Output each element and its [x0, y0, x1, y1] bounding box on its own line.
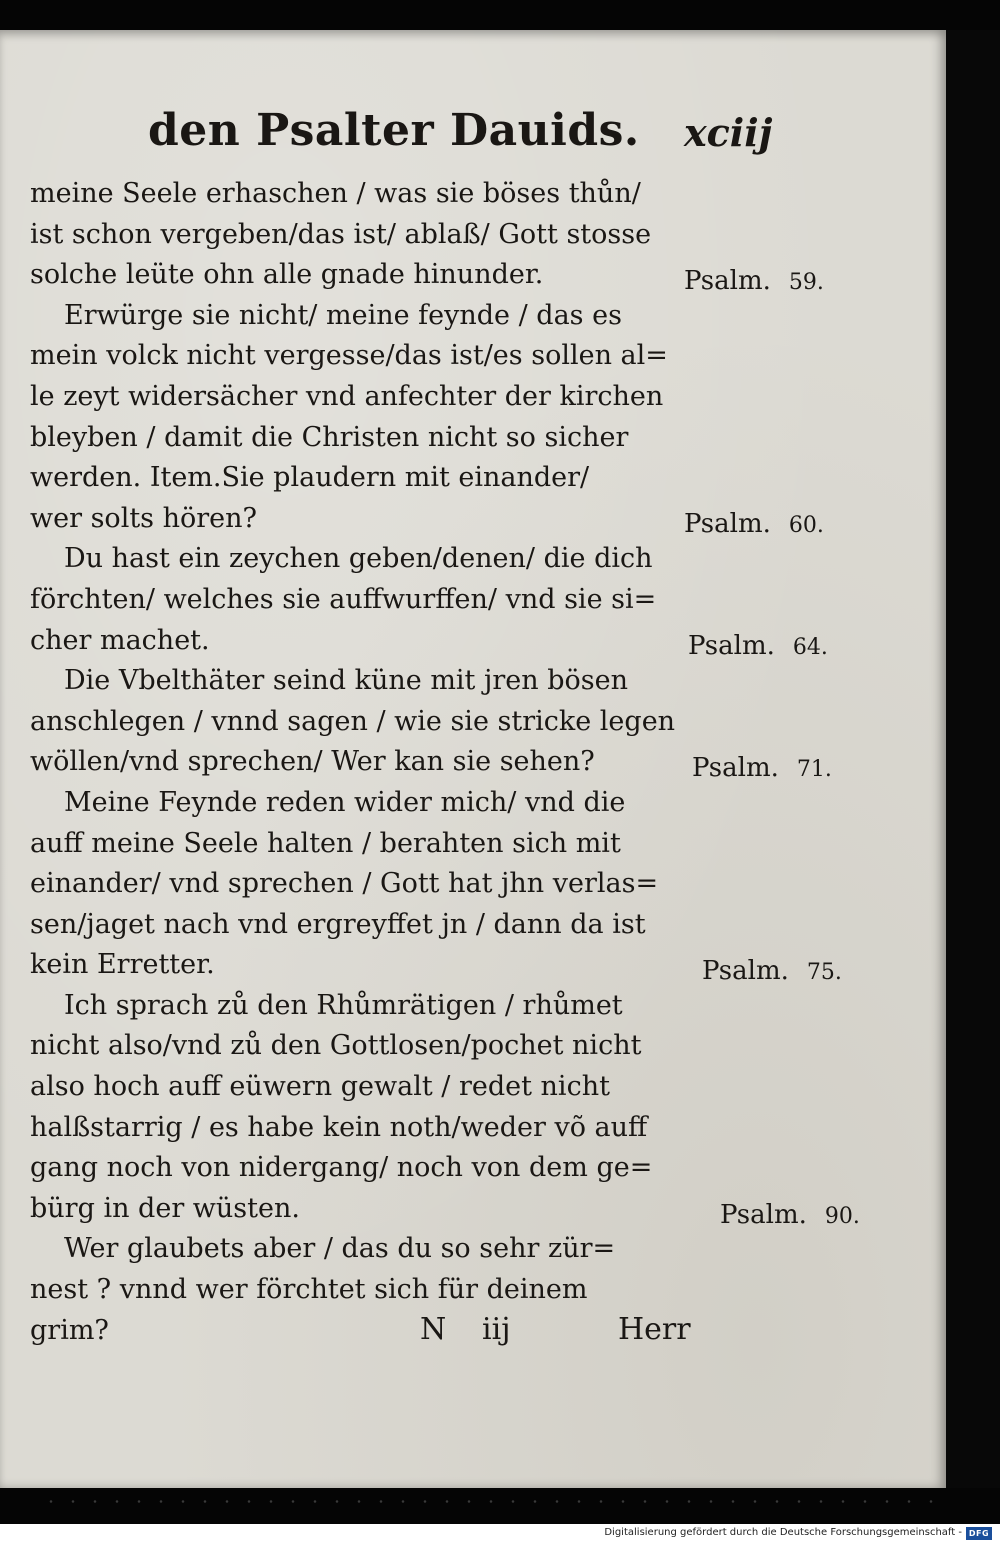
- margin-note-label: Psalm.: [692, 753, 779, 783]
- folio-number: xciij: [684, 110, 773, 155]
- margin-note-label: Psalm.: [684, 509, 771, 540]
- footer-bar: [0, 1524, 1000, 1543]
- margin-note-number: 60.: [788, 513, 824, 539]
- right-border: [946, 30, 1000, 1488]
- bottom-border: [0, 1488, 1000, 1524]
- text-line: förchten/ welches sie auffwurffen/ vnd sie si=: [30, 583, 657, 615]
- text-line: nest ? vnnd wer förchtet sich für deinem: [30, 1274, 588, 1306]
- text-line: nicht also/vnd zů den Gottlosen/pochet nicht: [30, 1030, 642, 1062]
- text-line: bürg in der wüsten.: [30, 1192, 300, 1224]
- text-line: werden. Item.Sie plaudern mit einander/: [30, 462, 590, 494]
- text-line: Erwürge sie nicht/ meine feynde / das es: [64, 299, 622, 331]
- text-line: bleyben / damit die Christen nicht so sicher: [30, 421, 629, 453]
- margin-note-number: 90.: [824, 1203, 860, 1229]
- text-line: Meine Feynde reden wider mich/ vnd die: [64, 786, 626, 818]
- dot-row: [40, 1500, 940, 1503]
- signature-mark: N: [420, 1312, 447, 1347]
- text-line: Ich sprach zů den Rhůmrätigen / rhůmet: [64, 989, 623, 1021]
- text-line: meine Seele erhaschen / was sie böses thůn/: [30, 178, 641, 209]
- running-head: den Psalter Dauids.: [148, 105, 640, 156]
- text-line: ist schon vergeben/das ist/ ablaß/ Gott stosse: [30, 218, 652, 250]
- dfg-logo-icon: DFG: [966, 1527, 992, 1540]
- margin-note-number: 64.: [792, 635, 828, 661]
- margin-note-psalm: [684, 266, 824, 296]
- text-line: Wer glaubets aber / das du so sehr zür=: [64, 1233, 616, 1265]
- text-line: mein volck nicht vergesse/das ist/es sollen al=: [30, 340, 668, 372]
- text-line: einander/ vnd sprechen / Gott hat jhn verlas=: [30, 868, 659, 900]
- margin-note-label: Psalm.: [702, 956, 789, 986]
- text-line: kein Erretter.: [30, 949, 215, 981]
- margin-note-number: 59.: [788, 269, 824, 295]
- text-line: anschlegen / vnnd sagen / wie sie stricke legen: [30, 705, 676, 737]
- book-page: [0, 30, 946, 1488]
- text-line: Die Vbelthäter seind küne mit jren bösen: [64, 665, 628, 697]
- signature-number: iij: [482, 1312, 511, 1347]
- text-line: wöllen/vnd sprechen/ Wer kan sie sehen?: [30, 746, 595, 778]
- margin-note-psalm: [684, 509, 824, 539]
- top-border: [0, 0, 1000, 30]
- text-line: solche leüte ohn alle gnade hinunder.: [30, 259, 544, 291]
- text-line: auff meine Seele halten / berahten sich mit: [30, 827, 621, 859]
- text-line: sen/jaget nach vnd ergreyffet jn / dann da ist: [30, 908, 646, 940]
- text-line: grim?: [30, 1314, 109, 1346]
- margin-note-label: Psalm.: [684, 265, 771, 296]
- text-line: wer solts hören?: [30, 502, 258, 534]
- text-line: gang noch von nidergang/ noch von dem ge=: [30, 1152, 653, 1184]
- margin-note-psalm: [702, 956, 842, 986]
- margin-note-number: 71.: [796, 757, 832, 782]
- text-line: le zeyt widersächer vnd anfechter der kirchen: [30, 380, 664, 412]
- text-line: also hoch auff eüwern gewalt / redet nicht: [30, 1071, 610, 1103]
- catchword: Herr: [618, 1312, 691, 1347]
- margin-notes: [684, 30, 904, 1430]
- margin-note-psalm: [692, 753, 832, 783]
- text-line: Du hast ein zeychen geben/denen/ die dich: [64, 543, 653, 575]
- footer-credit: Digitalisierung gefördert durch die Deutsche Forschungsgemeinschaft -: [604, 1527, 962, 1538]
- margin-note-psalm: [720, 1200, 860, 1230]
- margin-note-number: 75.: [806, 960, 842, 985]
- text-line: halßstarrig / es habe kein noth/weder võ auff: [30, 1111, 648, 1143]
- margin-note-label: Psalm.: [720, 1199, 807, 1230]
- page-body-text: [30, 174, 680, 1351]
- margin-note-psalm: [688, 631, 828, 661]
- margin-note-label: Psalm.: [688, 631, 775, 662]
- text-line: cher machet.: [30, 624, 210, 656]
